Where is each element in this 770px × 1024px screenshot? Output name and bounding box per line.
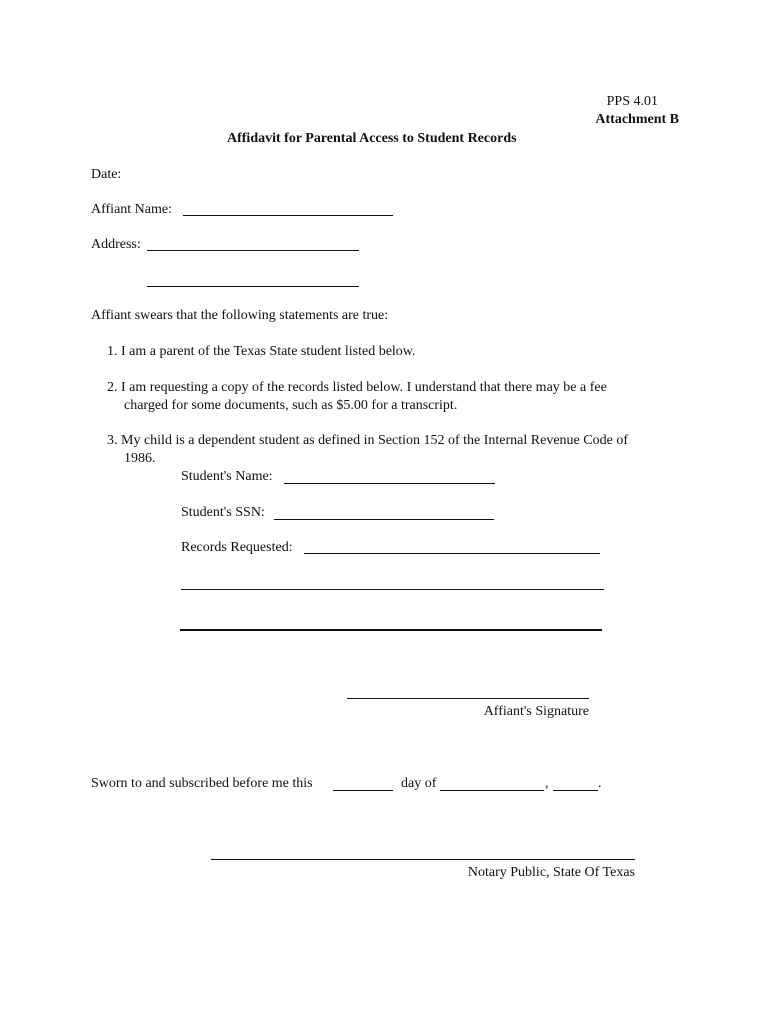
sworn-month-field[interactable]: [440, 790, 544, 791]
document-code: PPS 4.01: [606, 94, 658, 109]
student-ssn-field[interactable]: [274, 519, 494, 520]
records-requested-field-line-2[interactable]: [181, 589, 604, 590]
notary-label: Notary Public, State Of Texas: [467, 865, 635, 880]
statement-1: 1. I am a parent of the Texas State student listed below.: [107, 344, 416, 359]
sworn-prefix: Sworn to and subscribed before me this: [91, 776, 313, 791]
statement-2-line-1: 2. I am requesting a copy of the records listed below. I understand that there may be a fee: [107, 380, 607, 395]
statement-2-line-2: charged for some documents, such as $5.00 for a transcript.: [124, 398, 458, 413]
address-field-line-1[interactable]: [147, 250, 359, 251]
affiant-name-field[interactable]: [183, 215, 393, 216]
statement-3-line-2: 1986.: [124, 451, 156, 466]
address-field-line-2[interactable]: [147, 286, 359, 287]
student-ssn-label: Student's SSN:: [181, 505, 265, 520]
document-title: Affidavit for Parental Access to Student Records: [227, 131, 517, 146]
statement-3-line-1: 3. My child is a dependent student as defined in Section 152 of the Internal Revenue Code of: [107, 433, 628, 448]
student-name-field[interactable]: [284, 483, 495, 484]
sworn-separator: ,: [545, 776, 549, 791]
date-label: Date:: [91, 167, 122, 182]
student-name-label: Student's Name:: [181, 469, 273, 484]
affiant-signature-label: Affiant's Signature: [483, 704, 589, 719]
address-label: Address:: [91, 237, 141, 252]
records-requested-label: Records Requested:: [181, 540, 293, 555]
records-requested-field[interactable]: [304, 553, 600, 554]
sworn-period: .: [598, 776, 602, 791]
sworn-year-field[interactable]: [553, 790, 598, 791]
records-requested-field-line-3[interactable]: [180, 629, 602, 631]
statements-intro: Affiant swears that the following statements are true:: [91, 308, 389, 323]
affiant-name-label: Affiant Name:: [91, 202, 172, 217]
sworn-day-of: day of: [401, 776, 437, 791]
affiant-signature-line[interactable]: [347, 698, 589, 699]
notary-signature-line[interactable]: [211, 859, 635, 860]
sworn-day-field[interactable]: [333, 790, 393, 791]
attachment-label: Attachment B: [595, 112, 679, 127]
